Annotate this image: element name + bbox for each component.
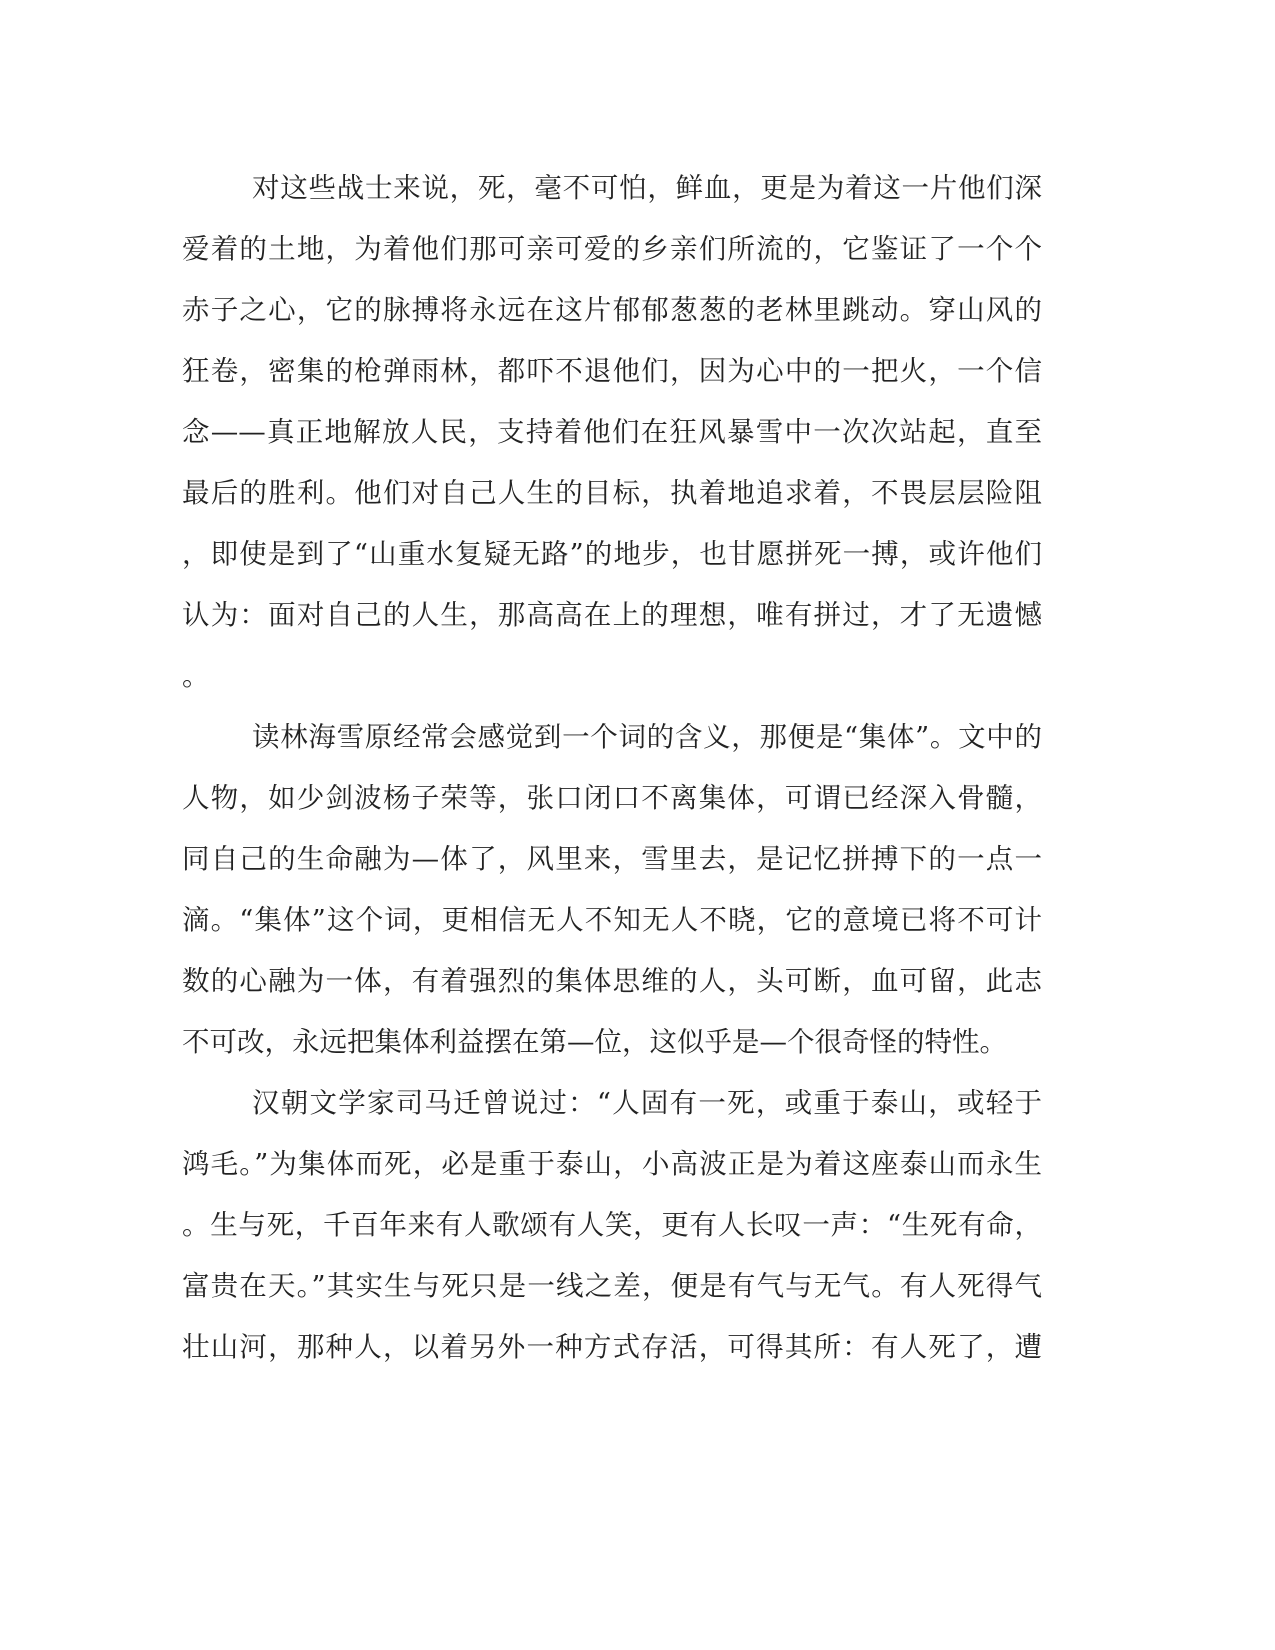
text-line: 富贵在天。”其实生与死只是一线之差，便是有气与无气。有人死得气 [182,1270,1042,1302]
text-line: 对这些战士来说，死，毫不可怕，鲜血，更是为着这一片他们深 [252,172,1042,204]
text-line: 同自己的生命融为—体了，风里来，雪里去，是记忆拼搏下的一点一 [182,843,1042,875]
document-body [182,158,1042,1378]
text-line: 滴。“集体”这个词，更相信无人不知无人不晓，它的意境已将不可计 [182,904,1042,936]
text-line: 赤子之心，它的脉搏将永远在这片郁郁葱葱的老林里跳动。穿山风的 [182,294,1042,326]
text-line: 。生与死，千百年来有人歌颂有人笑，更有人长叹一声：“生死有命， [182,1209,1042,1241]
text-line: 鸿毛。”为集体而死，必是重于泰山，小高波正是为着这座泰山而永生 [182,1148,1042,1180]
text-line: 汉朝文学家司马迁曾说过：“人固有一死，或重于泰山，或轻于 [252,1087,1042,1119]
text-line: 念——真正地解放人民，支持着他们在狂风暴雪中一次次站起，直至 [182,416,1042,448]
paragraph [182,707,1042,1073]
text-line: ，即使是到了“山重水复疑无路”的地步，也甘愿拼死一搏，或许他们 [182,538,1042,570]
text-line: 爱着的土地，为着他们那可亲可爱的乡亲们所流的，它鉴证了一个个 [182,233,1042,265]
text-line: 壮山河，那种人，以着另外一种方式存活，可得其所：有人死了，遭 [182,1331,1042,1363]
text-line: 数的心融为一体，有着强烈的集体思维的人，头可断，血可留，此志 [182,965,1042,997]
text-line: 不可改，永远把集体利益摆在第—位，这似乎是—个很奇怪的特性。 [182,1026,1007,1058]
text-line: 狂卷，密集的枪弹雨林，都吓不退他们，因为心中的一把火，一个信 [182,355,1042,387]
paragraph [182,158,1042,707]
paragraph [182,1073,1042,1378]
text-line: 认为：面对自己的人生，那高高在上的理想，唯有拼过，才了无遗憾 [182,599,1042,631]
text-line: 最后的胜利。他们对自己人生的目标，执着地追求着，不畏层层险阻 [182,477,1042,509]
text-line: 人物，如少剑波杨子荣等，张口闭口不离集体，可谓已经深入骨髓， [182,782,1042,814]
text-line: 。 [182,660,210,692]
text-line: 读林海雪原经常会感觉到一个词的含义，那便是“集体”。文中的 [252,721,1042,753]
